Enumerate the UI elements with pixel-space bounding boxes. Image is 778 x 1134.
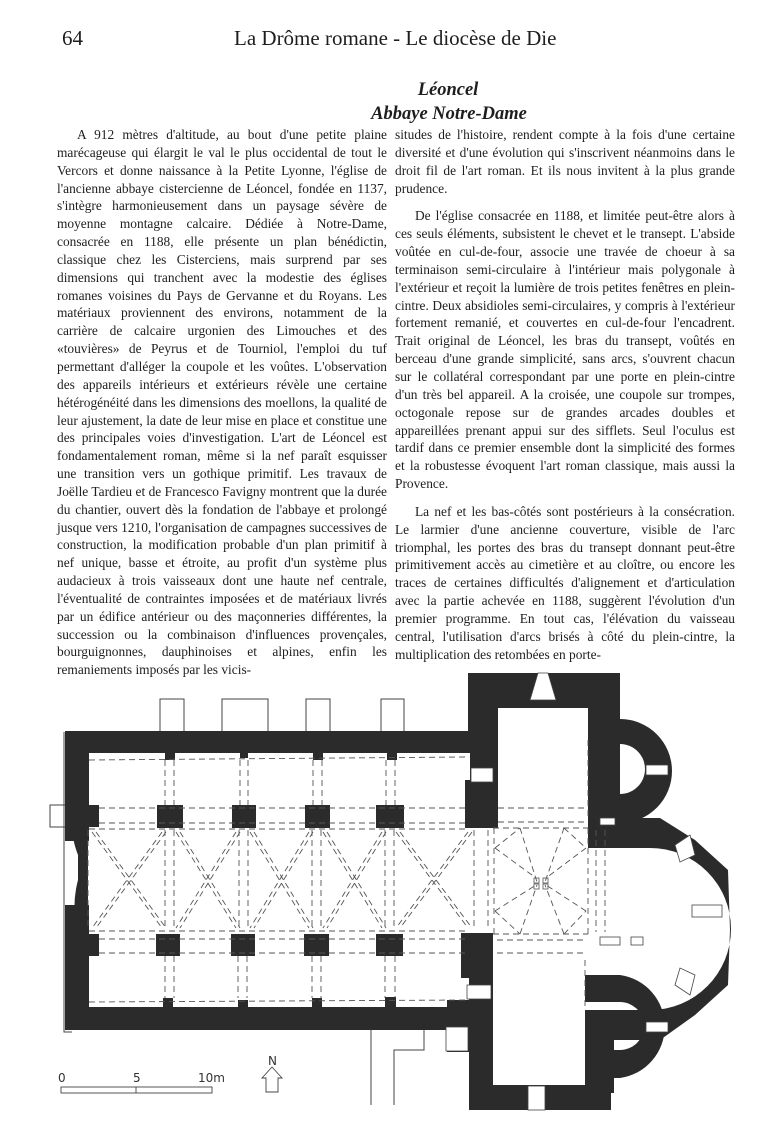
pier	[305, 805, 330, 828]
apse-window	[675, 968, 695, 995]
floor-plan	[0, 640, 778, 1134]
text-column-left	[57, 126, 387, 679]
buttress	[306, 699, 330, 732]
paragraph-1-continued: situdes de l'histoire, rendent compte à la fois d'une certaine diversité et d'une évolution qui s'inscrivent néanmoins dans le droit fil de l'art roman. Et ils nous invitent à la plus grande prudence.	[395, 127, 735, 196]
pier	[89, 805, 99, 827]
scale-tick-0: 0	[58, 1071, 66, 1085]
apse-window	[692, 905, 722, 917]
text-column-right	[395, 126, 735, 663]
paragraph-3: La nef et les bas-côtés sont postérieurs à la consécration. Le larmier d'une ancienne couverture, visible de l'arc triomphal, les portes des bras du transept donnant peut-être primitivement accès au cimetière et au cloître, ou encore les traces de certaines difficultés d'alignement et d'articulation avec la partie achevée en 1188, suggèrent l'évolution d'un premier programme. En tout cas, l'élévation du vaisseau central, l'utilisation d'arcs brisés à côté du plein-cintre, la multiplication des retombées en porte-	[395, 503, 735, 662]
south-wall	[65, 1007, 463, 1030]
article-title: Léoncel	[417, 80, 479, 100]
scale-tick-5: 5	[133, 1071, 141, 1085]
article-subtitle: Abbaye Notre-Dame	[371, 104, 527, 124]
pier	[89, 934, 99, 956]
buttress	[381, 699, 404, 732]
south-annex-window	[446, 1027, 468, 1051]
plan-outline-lines	[50, 699, 424, 1105]
apse-niche	[631, 937, 643, 945]
south-window	[528, 1086, 545, 1110]
absidiole-window	[646, 1022, 668, 1032]
north-arrow	[262, 1054, 282, 1092]
north-arrow-icon	[262, 1067, 282, 1092]
vault-lines	[88, 740, 605, 1010]
scale-tick-10m: 10m	[198, 1071, 225, 1085]
article-heading	[0, 78, 778, 126]
north-label: N	[268, 1054, 277, 1068]
buttress	[222, 699, 268, 732]
absidiole-window	[646, 765, 668, 775]
apse-niche	[600, 818, 615, 825]
buttress	[160, 699, 184, 732]
paragraph-2: De l'église consacrée en 1188, et limitée peut-être alors à ces seuls éléments, subsistent le chevet et le transept. L'abside voûtée en cul-de-four, associe une travée de choeur à sa terminaison semi-circulaire à l'intérieur mais polygonale à l'extérieur et reçoit la lumière de trois petites fenêtres en plein-cintre. Deux absidioles semi-circulaires, y compris à l'extérieur fortement remanié, et couvertes en cul-de-four l'encadrent. Trait original de Léoncel, les bras du transept, voûtés en berceau d'une grande simplicité, sans arcs, s'ouvrent chacun sur le collatéral correspondant par une porte en plein-cintre d'un très bel appareil. A la croisée, une coupole sur trompes, octogonale repose sur de grandes arcades doubles et appareillées prenant appui sur des sifflets. Seul l'oculus est tardif dans ce premier ensemble dont la simplicité des formes et la robustesse évoquent l'art roman classique, mais aussi la Provence.	[395, 208, 735, 492]
pier	[304, 934, 329, 956]
running-title: La Drôme romane - Le diocèse de Die	[234, 26, 557, 50]
scale-bar	[58, 1071, 225, 1093]
page-number: 64	[62, 26, 83, 50]
south-door	[467, 985, 491, 999]
paragraph-1: A 912 mètres d'altitude, au bout d'une petite plaine marécageuse qui élargit le val le plus occidental de tout le Vercors et donne naissance à la Petite Lyonne, l'église de l'ancienne abbaye cistercienne de Léoncel, fondée en 1137, s'intègre harmonieusement dans un paysage sévère de moyenne montagne calcaire. Dédiée à Notre-Dame, consacrée en 1188, elle présente un plan bénédictin, classique chez les Cisterciens, mais surprend par ses dimensions qui tranchent avec la modestie des églises romanes voisines du Pays de Gervanne et du Royans. Les matériaux proviennent des environs, notamment de la carrière de calcaire urgonien des Limouches et des «touvières» de Peyrus et de Tourniol, l'emploi du tuf permettant d'alléger la coupole et les voûtes. L'observation des appareils intérieurs et extérieurs révèle une certaine hétérogénéité dans les dimensions des moellons, la qualité de leur ajustement, la date de leur mise en place et constitue une des principales voies d'investigation. L'art de Léoncel est fondamentalement roman, même si la nef paraît esquisser une transition vers un gothique primitif. Les travaux de Joëlle Tardieu et de Francesco Favigny montrent que la durée du chantier, ouvert dès la fondation de l'abbaye et prolongé jusque vers 1210, l'organisation de campagnes successives de construction, la modification probable d'un plan primitif à nef unique, basse et étroite, au profit d'un système plus audacieux à trois vaisseaux dont une haute nef centrale, l'éventualité de contraintes imposées et de matériaux livrés par un édifice antérieur ou des maçonneries différentes, la succession ou la combinaison d'influences provençales, bourguignonnes, dauphinoises et alpines, enfin les remaniements imposés par les vicis-	[57, 127, 387, 678]
apse-niche	[600, 937, 620, 945]
south-transept	[447, 933, 614, 1110]
north-wall	[69, 731, 471, 753]
north-door	[471, 768, 493, 782]
